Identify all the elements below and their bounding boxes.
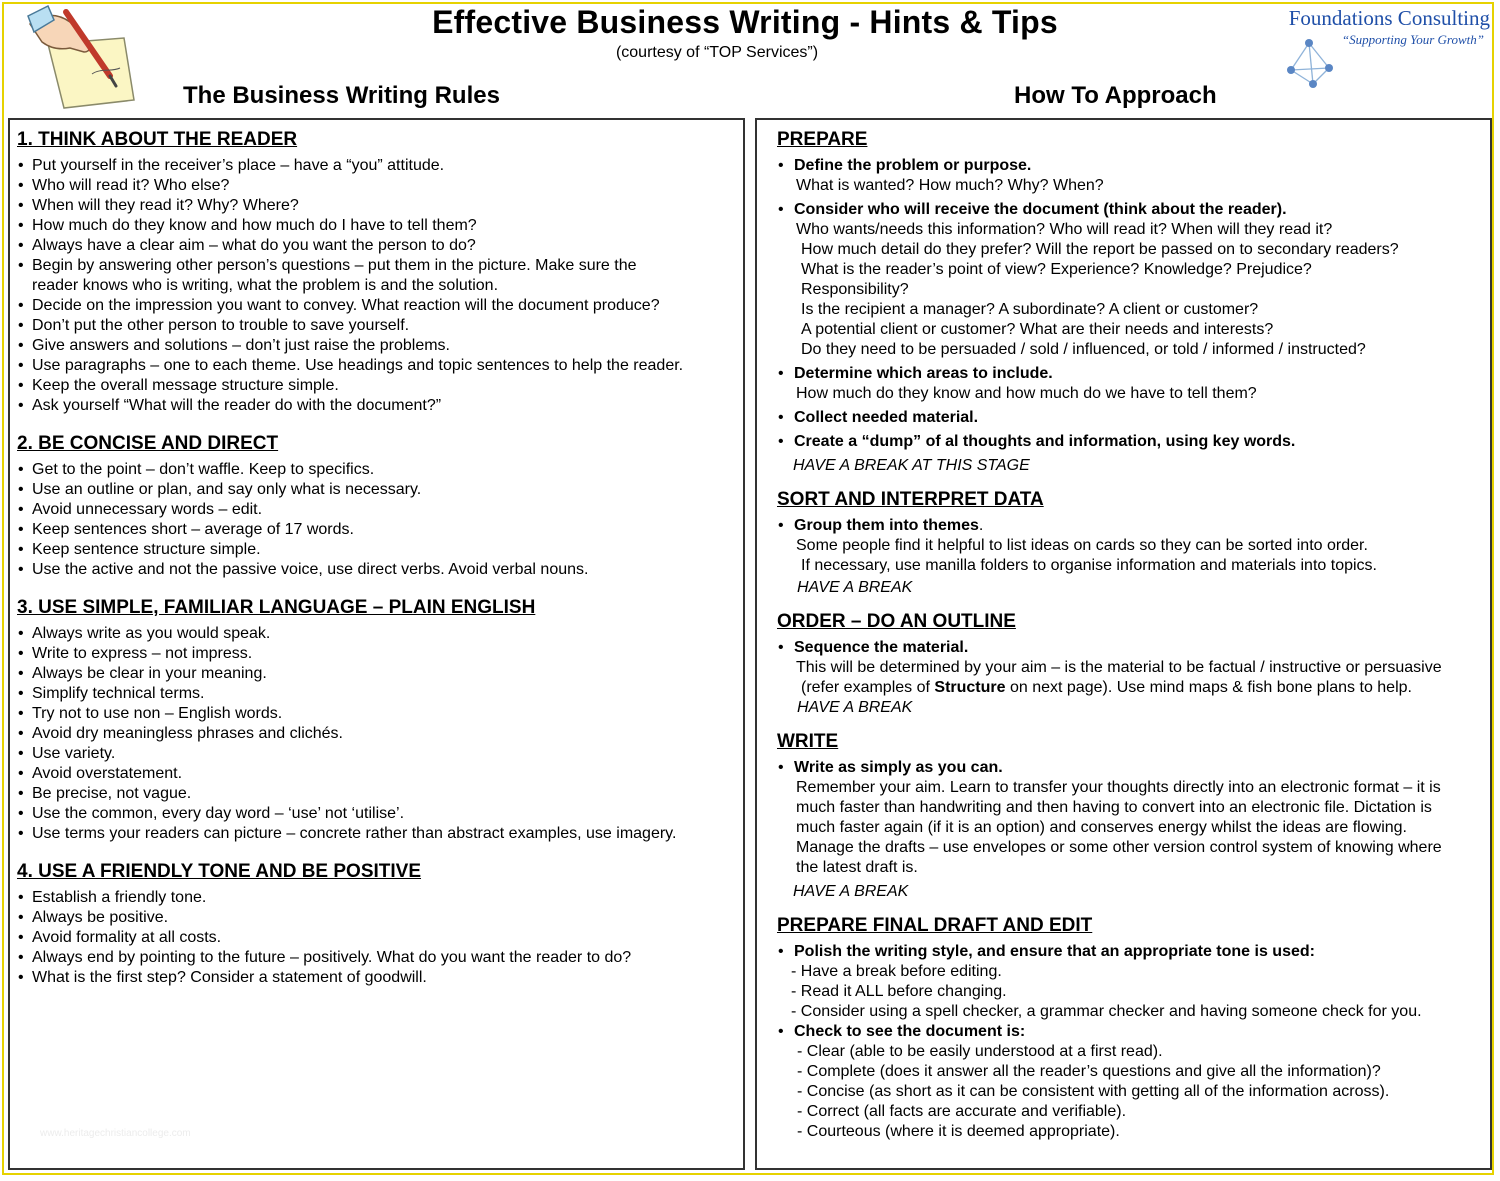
list-item: • Consider who will receive the document (think about the reader). Who wants/needs this information? Who will read it? When will they read it? How much detail do they prefer? Will the report be passed on to secondary readers? What is the reader’s point of view? Experience? Knowledge? Prejudice? Responsibility? Is the recipient a manager? A subordinate? A client or customer? A potential client or customer? What are their needs and interests? Do they need to be persuaded / sold / influenced, or told / informed / instructed? bbox=[778, 201, 1399, 358]
list-item: • Collect needed material. bbox=[778, 409, 979, 426]
break-note: HAVE A BREAK bbox=[793, 883, 909, 900]
rules-panel bbox=[8, 118, 745, 1170]
bullet-list bbox=[17, 156, 743, 416]
approach-section-sort bbox=[777, 488, 1490, 598]
list-item: • Don’t put the other person to trouble to save yourself. bbox=[17, 316, 743, 336]
list-item: • Ask yourself “What will the reader do with the document?” bbox=[17, 396, 743, 416]
approach-section-final bbox=[777, 914, 1490, 1142]
list-item: • Check to see the document is: bbox=[778, 1023, 1026, 1040]
dash-item: - Courteous (where it is deemed appropriate). bbox=[797, 1123, 1120, 1140]
dash-item: - Complete (does it answer all the reader’s questions and give all the information)? bbox=[797, 1063, 1381, 1080]
list-item: • Use paragraphs – one to each theme. Use headings and topic sentences to help the reader. bbox=[17, 356, 743, 376]
list-item: • Determine which areas to include. How much do they know and how much do we have to tell them? bbox=[778, 365, 1257, 402]
list-item: • Always be clear in your meaning. bbox=[17, 664, 743, 684]
section-heading: PREPARE bbox=[777, 129, 868, 150]
left-column-heading: The Business Writing Rules bbox=[183, 82, 500, 109]
list-item: • Give answers and solutions – don’t just raise the problems. bbox=[17, 336, 743, 356]
list-item: • When will they read it? Why? Where? bbox=[17, 196, 743, 216]
list-item: • Create a “dump” of al thoughts and information, using key words. bbox=[778, 433, 1296, 450]
list-item: • What is the first step? Consider a statement of goodwill. bbox=[17, 968, 743, 988]
rules-section bbox=[17, 128, 743, 416]
dash-item: - Consider using a spell checker, a grammar checker and having someone check for you. bbox=[791, 1003, 1422, 1020]
page-title: Effective Business Writing - Hints & Tips bbox=[432, 4, 1058, 40]
section-heading: PREPARE FINAL DRAFT AND EDIT bbox=[777, 915, 1093, 936]
rules-section bbox=[17, 860, 743, 988]
list-item: • Who will read it? Who else? bbox=[17, 176, 743, 196]
list-item: • Put yourself in the receiver’s place – have a “you” attitude. bbox=[17, 156, 743, 176]
list-item: • Always have a clear aim – what do you want the person to do? bbox=[17, 236, 743, 256]
break-note: HAVE A BREAK bbox=[797, 579, 913, 596]
approach-section-prepare bbox=[777, 128, 1490, 476]
approach-section-write bbox=[777, 730, 1490, 902]
list-item: • Write to express – not impress. bbox=[17, 644, 743, 664]
list-item: • Always be positive. bbox=[17, 908, 743, 928]
bullet-list bbox=[17, 888, 743, 988]
list-item: • Define the problem or purpose. What is wanted? How much? Why? When? bbox=[778, 157, 1104, 194]
rules-section bbox=[17, 596, 743, 844]
logo-name: Foundations Consulting bbox=[1288, 6, 1490, 30]
list-item: • How much do they know and how much do I have to tell them? bbox=[17, 216, 743, 236]
list-item: • Always write as you would speak. bbox=[17, 624, 743, 644]
list-item: • Polish the writing style, and ensure that an appropriate tone is used: bbox=[778, 943, 1315, 960]
list-item: • Decide on the impression you want to convey. What reaction will the document produce? bbox=[17, 296, 743, 316]
bullet-list bbox=[17, 624, 743, 844]
logo-tagline: “Supporting Your Growth” bbox=[1341, 32, 1484, 47]
list-item: • Begin by answering other person’s questions – put them in the picture. Make sure the reader knows who is writing, what the problem is and the solution. bbox=[17, 256, 682, 296]
break-note: HAVE A BREAK bbox=[797, 699, 913, 716]
dash-item: - Clear (able to be easily understood at a first read). bbox=[797, 1043, 1163, 1060]
section-heading: 4. USE A FRIENDLY TONE AND BE POSITIVE bbox=[17, 861, 422, 882]
list-item: • Avoid overstatement. bbox=[17, 764, 743, 784]
dash-item: - Concise (as short as it can be consistent with getting all of the information across). bbox=[797, 1083, 1390, 1100]
list-item: • Use variety. bbox=[17, 744, 743, 764]
section-heading: ORDER – DO AN OUTLINE bbox=[777, 611, 1016, 632]
dash-item: - Correct (all facts are accurate and verifiable). bbox=[797, 1103, 1127, 1120]
section-heading: 1. THINK ABOUT THE READER bbox=[17, 129, 298, 150]
list-item: • Use the active and not the passive voice, use direct verbs. Avoid verbal nouns. bbox=[17, 560, 743, 580]
section-heading: WRITE bbox=[777, 731, 839, 752]
list-item: • Try not to use non – English words. bbox=[17, 704, 743, 724]
list-item: • Keep sentence structure simple. bbox=[17, 540, 743, 560]
bullet-list bbox=[17, 460, 743, 580]
watermark: www.heritagechristiancollege.com bbox=[40, 1128, 191, 1139]
approach-section-order bbox=[777, 610, 1490, 718]
section-heading: SORT AND INTERPRET DATA bbox=[777, 489, 1044, 510]
list-item: • Group them into themes. Some people find it helpful to list ideas on cards so they can be sorted into order. If necessary, use manilla folders to organise information and materials into topics. bbox=[778, 517, 1377, 574]
rules-section bbox=[17, 432, 743, 580]
right-column-heading: How To Approach bbox=[1014, 82, 1217, 109]
list-item: • Use terms your readers can picture – concrete rather than abstract examples, use imagery. bbox=[17, 824, 743, 844]
section-heading: 3. USE SIMPLE, FAMILIAR LANGUAGE – PLAIN ENGLISH bbox=[17, 597, 536, 618]
list-item: • Simplify technical terms. bbox=[17, 684, 743, 704]
list-item: • Keep sentences short – average of 17 words. bbox=[17, 520, 743, 540]
approach-panel bbox=[755, 118, 1492, 1170]
list-item: • Establish a friendly tone. bbox=[17, 888, 743, 908]
list-item: • Sequence the material. This will be determined by your aim – is the material to be factual / instructive or persuasive (refer examples of Structure on next page). Use mind maps & fish bone plans to help. bbox=[778, 639, 1442, 696]
dash-item: - Have a break before editing. bbox=[791, 963, 1002, 980]
list-item: • Use an outline or plan, and say only what is necessary. bbox=[17, 480, 743, 500]
network-triangle-logo-icon bbox=[1285, 38, 1337, 90]
list-item: • Keep the overall message structure simple. bbox=[17, 376, 743, 396]
list-item: • Always end by pointing to the future – positively. What do you want the reader to do? bbox=[17, 948, 743, 968]
list-item: • Avoid dry meaningless phrases and clichés. bbox=[17, 724, 743, 744]
section-heading: 2. BE CONCISE AND DIRECT bbox=[17, 433, 279, 454]
list-item: • Use the common, every day word – ‘use’ not ‘utilise’. bbox=[17, 804, 743, 824]
list-item: • Avoid unnecessary words – edit. bbox=[17, 500, 743, 520]
dash-item: - Read it ALL before changing. bbox=[791, 983, 1007, 1000]
list-item: • Avoid formality at all costs. bbox=[17, 928, 743, 948]
page-subtitle: (courtesy of “TOP Services”) bbox=[615, 44, 819, 61]
list-item: • Get to the point – don’t waffle. Keep to specifics. bbox=[17, 460, 743, 480]
break-note: HAVE A BREAK AT THIS STAGE bbox=[793, 457, 1030, 474]
list-item: • Be precise, not vague. bbox=[17, 784, 743, 804]
list-item: • Write as simply as you can. Remember your aim. Learn to transfer your thoughts directly into an electronic format – it is much faster than handwriting and then having to convert into an electronic file. Dictation is much faster again (if it is an option) and conserves energy whilst the ideas are flowing. Manage the drafts – use envelopes or some other version control system of knowing where the latest draft is. bbox=[778, 759, 1442, 876]
